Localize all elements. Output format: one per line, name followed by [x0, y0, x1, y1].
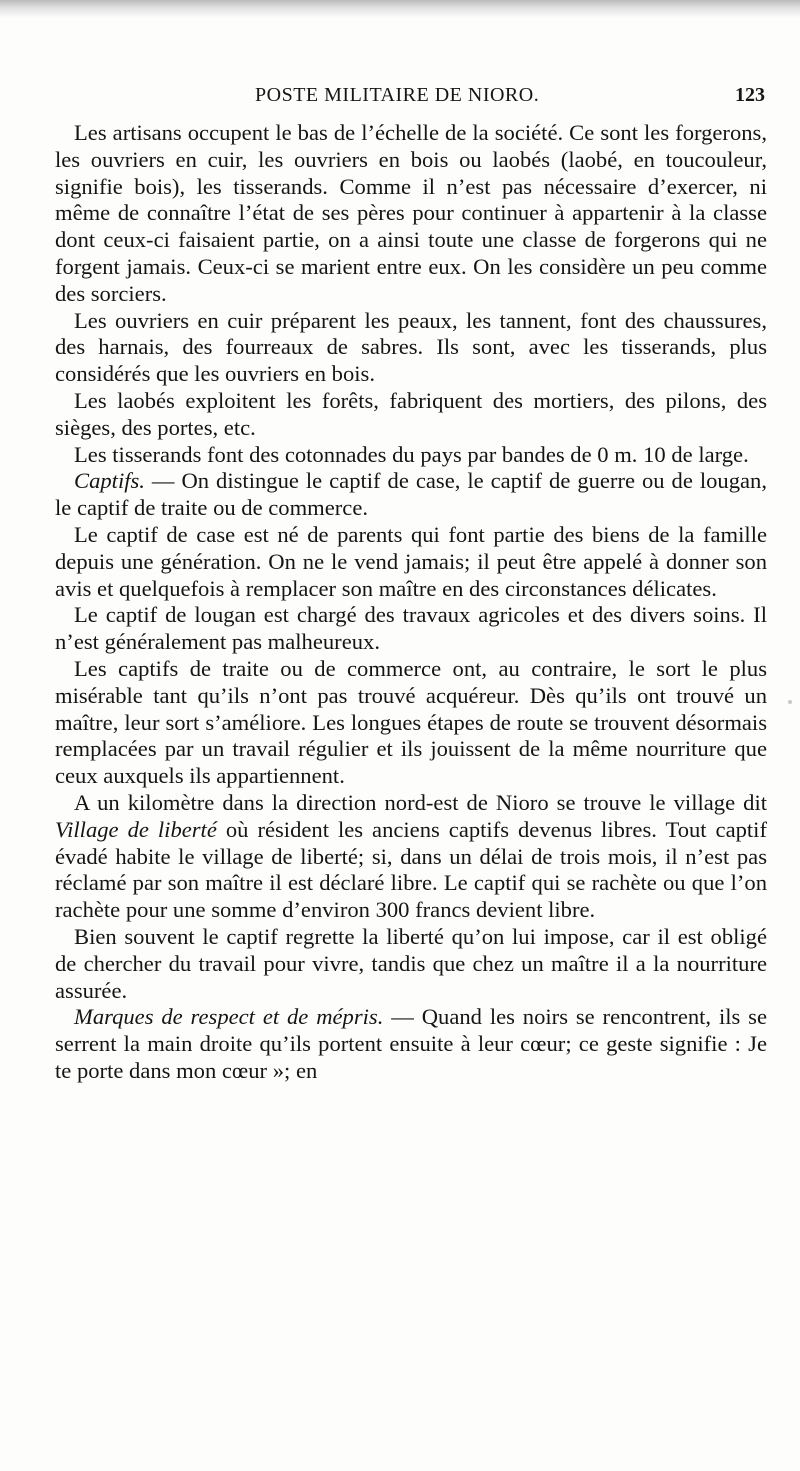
section-heading-marques: Marques de respect et de mépris.	[74, 1004, 384, 1030]
section-heading-captifs: Captifs.	[74, 468, 145, 494]
page-number: 123	[735, 84, 765, 106]
paragraph-tisserands: Les tisserands font des cotonnades du pays par bandes de 0 m. 10 de large.	[74, 441, 749, 467]
paragraph-marques-text: — Quand les noirs se rencontrent, ils se serrent la main droite qu’ils portent ensuite à leur cœur; ce geste signifie : Je te porte dans mon cœur »; en	[55, 1004, 767, 1083]
paragraph-captif-lougan: Le captif de lougan est chargé des travaux agricoles et des divers soins. Il n’est généralement pas malheureux.	[55, 602, 767, 655]
paragraph-captifs	[55, 468, 767, 522]
paragraph-bien-souvent: Bien souvent le captif regrette la liberté qu’on lui impose, car il est obligé de chercher du travail pour vivre, tandis que chez un maître il a la nourriture assurée.	[55, 923, 767, 1003]
paragraph-captifs-text: — On distingue le captif de case, le captif de guerre ou de lougan, le captif de traite ou de commerce.	[55, 468, 767, 521]
village-text-after: où résident les anciens captifs devenus libres. Tout captif évadé habite le village de liberté; si, dans un délai de trois mois, il n’est pas réclamé par son maître il est déclaré libre. Le captif qui se rachète ou que l’on rachète pour une somme d’environ 300 francs devient libre.	[55, 816, 767, 923]
paragraph-captif-case: Le captif de case est né de parents qui font partie des biens de la famille depuis une génération. On ne le vend jamais; il peut être appelé à donner son avis et quelquefois à remplacer son maître en des circonstances délicates.	[55, 521, 767, 601]
paragraph-marques	[55, 1004, 767, 1084]
body-text	[55, 120, 767, 1085]
scan-top-shadow	[0, 0, 800, 18]
paragraph-village-liberte	[55, 790, 767, 924]
running-head	[55, 84, 767, 114]
running-title: POSTE MILITAIRE DE NIORO.	[255, 84, 540, 106]
village-text-before: A un kilomètre dans la direction nord-est de Nioro se trouve le village dit	[74, 789, 767, 815]
paragraph-artisans: Les artisans occupent le bas de l’échelle de la société. Ce sont les forgerons, les ouvriers en cuir, les ouvriers en bois ou laobés (laobé, en toucouleur, signifie bois), les tisserands. Comme il n’est pas nécessaire d’exercer, ni même de connaître l’état de ses pères pour continuer à appartenir à la classe dont ceux-ci faisaient partie, on a ainsi toute une classe de forgerons qui ne forgent jamais. Ceux-ci se marient entre eux. On les considère un peu comme des sorciers.	[55, 120, 767, 306]
paragraph-captifs-traite: Les captifs de traite ou de commerce ont, au contraire, le sort le plus misérable tant qu’ils n’ont pas trouvé acquéreur. Dès qu’ils ont trouvé un maître, leur sort s’améliore. Les longues étapes de route se trouvent désormais remplacées par un travail régulier et ils jouissent de la même nourriture que ceux auxquels ils appartiennent.	[55, 655, 767, 789]
village-emphasis: Village de liberté	[55, 816, 217, 842]
paragraph-ouvriers-cuir: Les ouvriers en cuir préparent les peaux, les tannent, font des chaussures, des harnais, des fourreaux de sabres. Ils sont, avec les tisserands, plus considérés que les ouvriers en bois.	[55, 307, 767, 387]
paragraph-laobes: Les laobés exploitent les forêts, fabriquent des mortiers, des pilons, des sièges, des portes, etc.	[55, 387, 767, 440]
scan-speck	[788, 700, 792, 704]
